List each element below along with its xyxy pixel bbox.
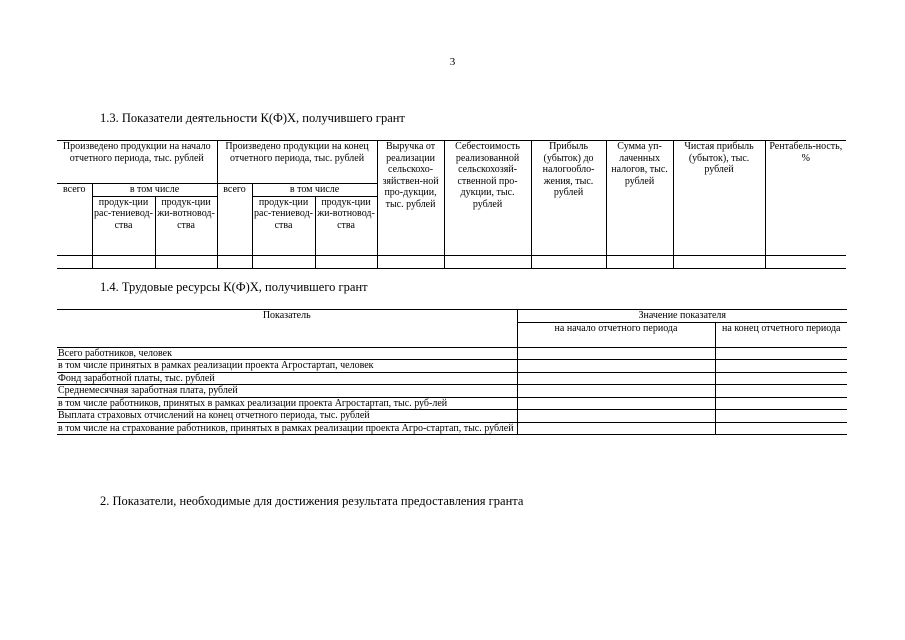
table-row-label: Фонд заработной платы, тыс. рублей: [57, 372, 517, 385]
table-row-label: в том числе работников, принятых в рамках реализации проекта Агростартап, тыс. руб-лей: [57, 397, 517, 410]
section-1-4-title: 1.4. Трудовые ресурсы К(Ф)Х, получившего грант: [100, 280, 368, 294]
table-cell[interactable]: [673, 255, 765, 268]
table-cell[interactable]: [92, 255, 155, 268]
start-period-header: на начало отчетного периода: [517, 322, 715, 347]
table-cell[interactable]: [715, 385, 847, 398]
page-number: 3: [449, 56, 456, 68]
table-cell[interactable]: [715, 372, 847, 385]
table-cell[interactable]: [517, 385, 715, 398]
start-including-header: в том числе: [92, 184, 217, 197]
table-cell[interactable]: [715, 397, 847, 410]
labor-resources-table: [57, 309, 847, 435]
table-cell[interactable]: [517, 372, 715, 385]
profit-before-tax-header: Прибыль (убыток) до налогообло-жения, тыс. рублей: [531, 141, 606, 256]
table-row-label: Среднемесячная заработная плата, рублей: [57, 385, 517, 398]
table-cell[interactable]: [315, 255, 377, 268]
table-cell[interactable]: [517, 360, 715, 373]
table-cell[interactable]: [517, 410, 715, 423]
table-row-label: Выплата страховых отчислений на конец отчетного периода, тыс. рублей: [57, 410, 517, 423]
table-cell[interactable]: [765, 255, 846, 268]
section-1-3-title: 1.3. Показатели деятельности К(Ф)Х, получившего грант: [100, 111, 405, 125]
net-profit-header: Чистая прибыль (убыток), тыс. рублей: [673, 141, 765, 256]
table-cell[interactable]: [517, 397, 715, 410]
table-cell[interactable]: [715, 410, 847, 423]
table-cell[interactable]: [531, 255, 606, 268]
cost-header: Себестоимость реализованной сельскохозяй-ственной про-дукции, тыс. рублей: [444, 141, 531, 256]
section-2-title: 2. Показатели, необходимые для достижения результата предоставления гранта: [100, 494, 524, 508]
end-livestock-header: продук-ции жи-вотновод-ства: [315, 196, 377, 255]
table-row-label: в том числе принятых в рамках реализации проекта Агростартап, человек: [57, 360, 517, 373]
value-header: Значение показателя: [517, 310, 847, 323]
end-crop-header: продук-ции рас-тениевод-ства: [252, 196, 315, 255]
produced-end-header: Произведено продукции на конец отчетного периода, тыс. рублей: [217, 141, 377, 184]
table-cell[interactable]: [155, 255, 217, 268]
activity-indicators-table: [57, 140, 846, 269]
end-including-header: в том числе: [252, 184, 377, 197]
revenue-header: Выручка от реализации сельскохо-зяйствен-ной про-дукции, тыс. рублей: [377, 141, 444, 256]
end-period-header: на конец отчетного периода: [715, 322, 847, 347]
table-cell[interactable]: [444, 255, 531, 268]
table-cell[interactable]: [217, 255, 252, 268]
table-cell[interactable]: [517, 422, 715, 435]
table-cell[interactable]: [715, 347, 847, 360]
table-cell[interactable]: [606, 255, 673, 268]
taxes-paid-header: Сумма уп-лаченных налогов, тыс. рублей: [606, 141, 673, 256]
table-cell[interactable]: [377, 255, 444, 268]
start-livestock-header: продук-ции жи-вотновод-ства: [155, 196, 217, 255]
end-total-header: всего: [217, 184, 252, 256]
table-cell[interactable]: [715, 422, 847, 435]
table-row-label: в том числе на страхование работников, принятых в рамках реализации проекта Агро-стартап, тыс. рублей: [57, 422, 517, 435]
profitability-header: Рентабель-ность, %: [765, 141, 846, 256]
indicator-header: Показатель: [57, 310, 517, 348]
table-row-label: Всего работников, человек: [57, 347, 517, 360]
start-crop-header: продук-ции рас-тениевод-ства: [92, 196, 155, 255]
table-cell[interactable]: [252, 255, 315, 268]
produced-start-header: Произведено продукции на начало отчетного периода, тыс. рублей: [57, 141, 217, 184]
table-cell[interactable]: [517, 347, 715, 360]
start-total-header: всего: [57, 184, 92, 256]
table-cell[interactable]: [57, 255, 92, 268]
table-cell[interactable]: [715, 360, 847, 373]
